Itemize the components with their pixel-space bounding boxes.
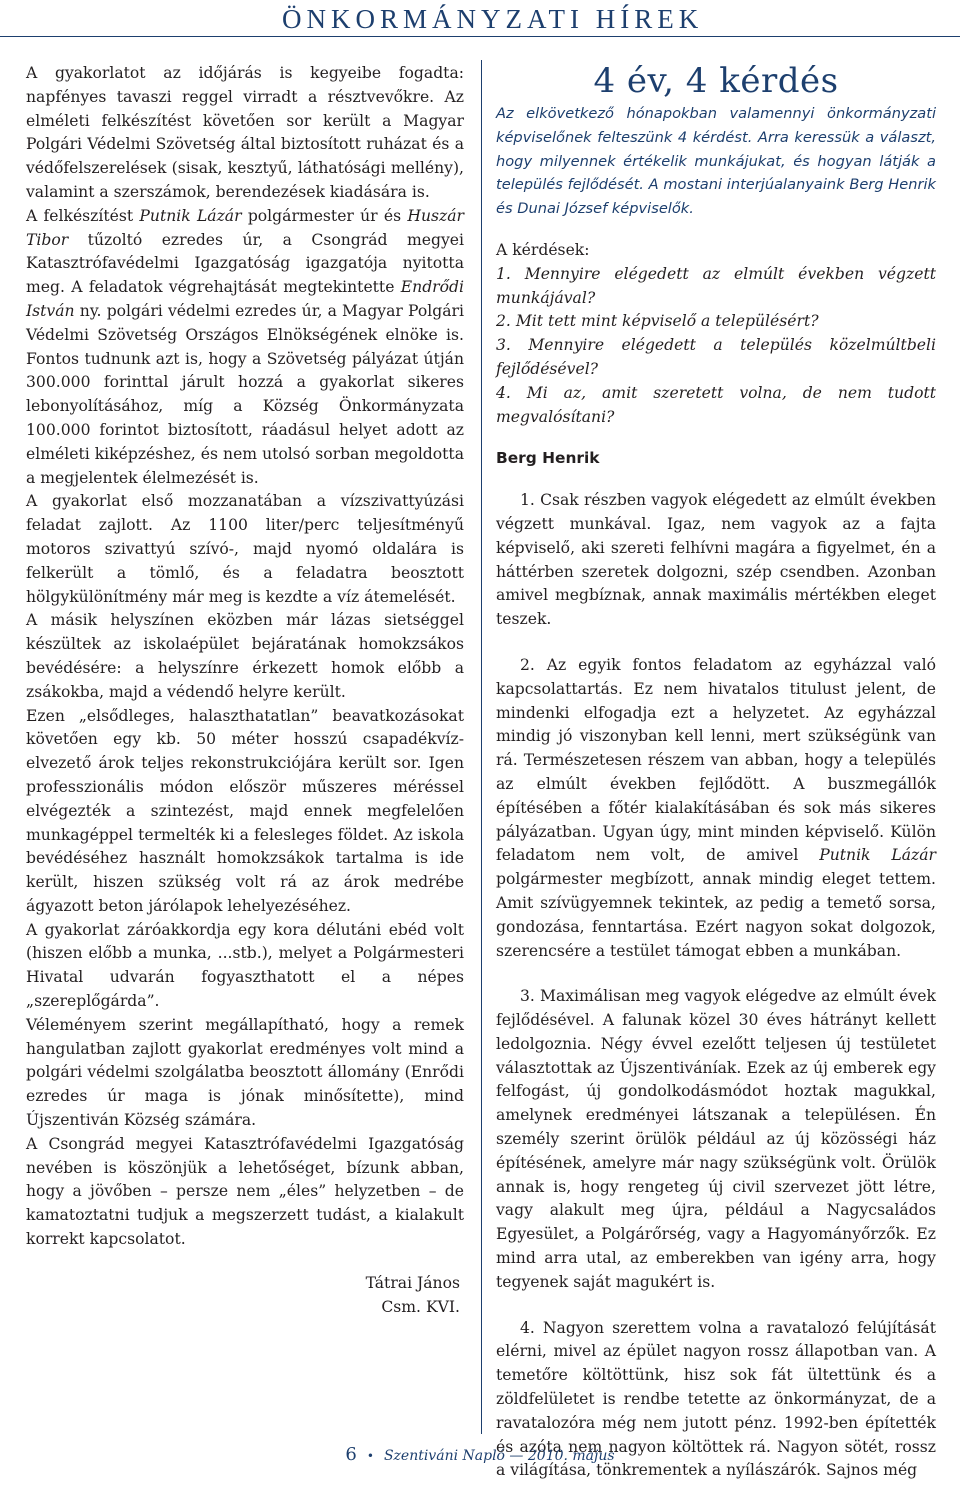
answer-paragraph: 4. Nagyon szerettem volna a ravatalozó felújítását elérni, mivel az épület nagyon rossz állapotban van. A temetőre költöttünk, hisz sok fát ültettünk és a zöldfelületet is rendbe tetette az önkormányzat, de a ravatalozóra még nem jutott pénz. 1992-ben építették és azóta nem nagyon költöttek rá. Nagyon sötét, rossz a világítása, tönkrementek a nyílászárók. Sajnos még [496, 1318, 936, 1480]
answer-paragraph: 1. Csak részben vagyok elégedett az elmúlt években végzett munkával. Igaz, nem vagyok az a fajta képviselő, aki szereti felhívni magára a figyelmet, én a háttérben szeretek dolgozni, szép csendben. Azonban amivel megbíznak, annak maximális mértékben eleget teszek. [496, 491, 936, 629]
question-item: 4. Mi az, amit szeretett volna, de nem tudott megvalósítani? [496, 383, 936, 426]
questions-heading: A kérdések: [496, 240, 590, 259]
section-header [0, 0, 960, 38]
section-title: ÖNKORMÁNYZATI HÍREK [282, 4, 704, 34]
header-rule [0, 36, 960, 37]
text: 2. Az egyik fontos feladatom az egyházzal való kapcsolattartás. Ez nem hivatalos titulust jelent, de mindenki elfogadja ezt a helyzetet. Az egyházzal mindig jó viszonyban kell lenni, mert szükségünk van rá. Természetesen részem van abban, hogy a település az elmúlt években fejlődött. A buszmegállók építésében a főtér kialakításában és sok más sikeres pályázatban. Ugyan úgy, mint minden képviselő. Külön feladatom nem volt, de amivel [496, 655, 936, 865]
answer-paragraph [496, 654, 936, 963]
interviewee-name: Berg Henrik [496, 449, 600, 468]
question-item: 3. Mennyire elégedett a település közelmúltbeli fejlődésével? [496, 336, 936, 378]
article-title: 4 év, 4 kérdés [593, 61, 839, 101]
paragraph: A másik helyszínen eközben már lázas sietséggel készültek az iskolaépület bejáratának homokzsákos bevédésére: a helyszínre érkezett homok előbb a zsákokba, majd a védendő helyre került. [26, 611, 464, 701]
person-name: Endrődi István [26, 278, 464, 320]
question-item: 2. Mit tett mint képviselő a településért? [496, 312, 819, 331]
bullet-separator: • [366, 1449, 374, 1463]
text: polgármester úr és [241, 206, 408, 225]
paragraph: Ezen „elsődleges, halaszthatatlan” beavatkozásokat követően egy kb. 50 méter hosszú csapadékvíz-elvezető árok teljes rekonstrukciójára került sor. Igen professzionális módon először műszeres méréssel elvégezték a szintezést, majd ennek megfelelően munkagéppel termelték ki a felesleges földet. Az iskola bevédéséhez használt homokzsákok tartalma is ide került, hiszen szükség volt rá az árok medrébe ágyazott beton járólapok lehelyezéséhez. [26, 706, 464, 915]
person-name: Putnik Lázár [139, 206, 242, 225]
author-signature [26, 1272, 464, 1320]
right-column-interview [496, 60, 936, 1505]
author-name: Tátrai János [365, 1273, 460, 1292]
page-footer [0, 1444, 960, 1468]
publication-name: Szentiváni Napló — 2010. május [383, 1448, 615, 1464]
answer-paragraph: 3. Maximálisan meg vagyok elégedve az elmúlt évek fejlődésével. A falunak közel 30 éves hátrányt kellett ledolgoznia. Négy évvel ezelőtt teljesen új testületet választottak az Újszentiváníak. Ezek az új emberek egy felfogást, új gondolkodásmódot hoztak magukkal, amelynek eredményei látszanak a településen. Én személy szerint örülök például az új közösségi ház építésének, amelyre már nagy szükségünk volt. Örülök annak is, hogy rengeteg új civil szervezet jött létre, vagy alakult meg újra, például a Nagycsaládos Egyesület, a Polgárőrség, vagy a Hagyományőrzők. Ez mind arra utal, az emberekben van igény arra, hogy tegyenek saját magukért is. [496, 987, 936, 1291]
text: polgármester megbízott, annak mindig eleget tettem. Amit szívügyemnek tekintek, az pedig a temető sorsa, gondozása, fenntartása. Ezért nagyon sokat dolgozok, szerencsére a testület támogat ebben a munkában. [496, 870, 936, 960]
paragraph [26, 205, 464, 491]
person-name: Putnik Lázár [819, 846, 937, 865]
left-column-article [26, 62, 464, 1319]
question-item: 1. Mennyire elégedett az elmúlt években végzett munkájával? [496, 264, 936, 307]
column-divider [481, 60, 482, 1434]
paragraph: Véleményem szerint megállapítható, hogy a remek hangulatban zajlott gyakorlat eredményes volt mind a polgári védelmi szolgálatba beosztott állomány (Enrődi ezredes úr maga is jónak minősítette), mind Újszentiván Község számára. [26, 1015, 464, 1130]
paragraph: A gyakorlatot az időjárás is kegyeibe fogadta: napfényes tavaszi reggel virradt a résztvevőkre. Az elméleti felkészítést követően sor került a Magyar Polgári Védelmi Szövetség által biztosított ruházat és a védőfelszerelések (sisak, kesztyű, láthatósági mellény), valamint a szerszámok, berendezések kiadására is. [26, 64, 464, 201]
article-lead: Az elkövetkező hónapokban valamennyi önkormányzati képviselőnek felteszünk 4 kérdést. Arra keressük a választ, hogy milyennek értékelik munkájukat, és hogyan látják a település fejlődését. A mostani interjúalanyaink Berg Henrik és Dunai József képviselők. [496, 105, 936, 218]
text: ny. polgári védelmi ezredes úr, a Magyar Polgári Védelmi Szövetség Országos Elnökségének elnöke is. Fontos tudnunk azt is, hogy a Szövetség pályázat útján 300.000 forinttal járult hozzá a gyakorlat sikeres lebonyolításához, míg a Község Önkormányzata 100.000 forintot biztosított, ráadásul helyet adott az elméleti kiképzéshez, és nem utolsó sorban megoldotta a megjelentek élelmezését is. [26, 301, 464, 487]
paragraph: A gyakorlat első mozzanatában a vízszivattyúzási feladat zajlott. Az 1100 liter/perc teljesítményű motoros szivattyú szívó-, majd nyomó oldalára is felkerült a tömlő, és a feladatra beosztott hölgykülönítmény már meg is kezdte a víz átemelését. [26, 492, 464, 606]
person-name: Huszár Tibor [26, 206, 464, 249]
author-title: Csm. KVI. [381, 1297, 460, 1316]
text: tűzoltó ezredes úr, a Csongrád megyei Katasztrófavédelmi Igazgatóság igazgatója nyitotta meg. A feladatok végrehajtását megtekintette [26, 230, 464, 297]
paragraph: A Csongrád megyei Katasztrófavédelmi Igazgatóság nevében is köszönjük a lehetőséget, bízunk abban, hogy a jövőben – persze nem „éles” helyzetben – de kamatoztatni tudjuk a megszerzett tudást, a kialakult korrekt kapcsolatot. [26, 1134, 464, 1249]
page-number: 6 [345, 1444, 357, 1465]
text: A felkészítést [26, 206, 140, 225]
paragraph: A gyakorlat záróakkordja egy kora délutáni ebéd volt (hiszen előbb a munka, ...stb.), melyet a Polgármesteri Hivatal udvarán fogyaszthatott el a népes „szereplőgárda”. [26, 920, 464, 1011]
